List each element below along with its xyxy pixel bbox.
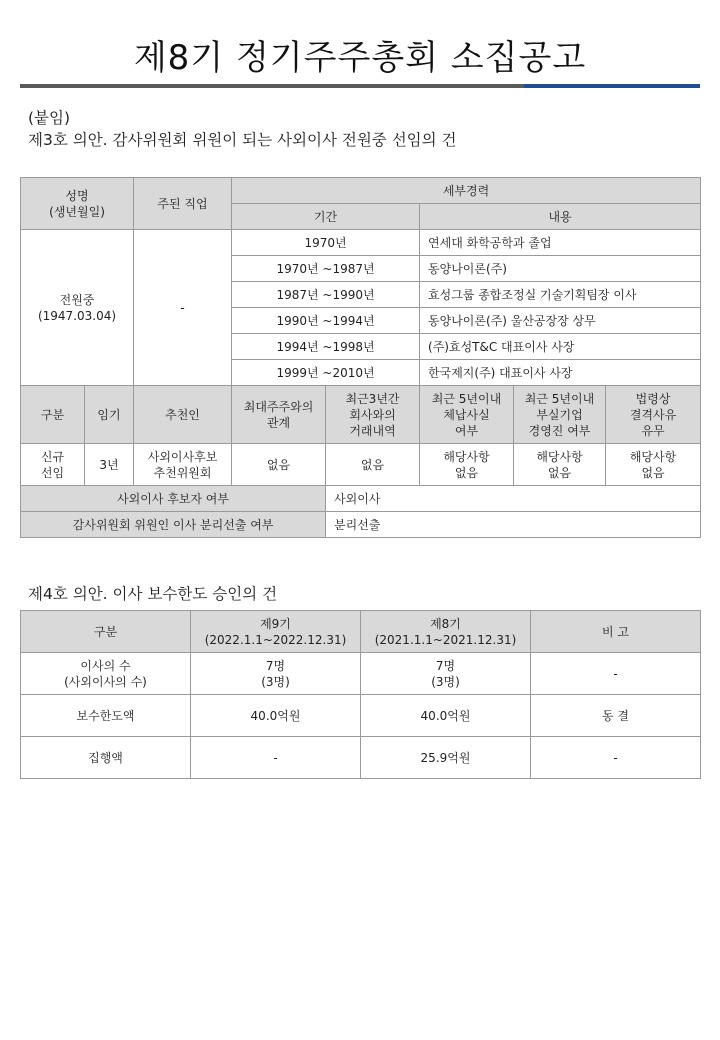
row-note: 동 결 [531, 695, 701, 737]
career-period: 1999년 ~2010년 [232, 360, 420, 386]
value-disqualification: 해당사항 없음 [606, 444, 701, 486]
row-term9: 40.0억원 [191, 695, 361, 737]
header-career: 세부경력 [232, 178, 701, 204]
header-content: 내용 [420, 204, 701, 230]
header-category: 구분 [21, 611, 191, 653]
header-insolvent-company: 최근 5년이내 부실기업 경영진 여부 [514, 386, 606, 444]
value-category: 신규 선임 [21, 444, 85, 486]
header-term9: 제9기 (2022.1.1~2022.12.31) [191, 611, 361, 653]
value-transactions: 없음 [326, 444, 420, 486]
director-compensation-table [20, 610, 701, 779]
header-recommender: 추천인 [134, 386, 232, 444]
row-term8: 40.0억원 [361, 695, 531, 737]
header-relation: 최대주주와의 관계 [232, 386, 326, 444]
outside-director-label: 사외이사 후보자 여부 [21, 486, 326, 512]
row-term9: 7명 (3명) [191, 653, 361, 695]
candidate-name: 전원중 (1947.03.04) [21, 230, 134, 386]
career-content: 한국제지(주) 대표이사 사장 [420, 360, 701, 386]
separate-election-value: 분리선출 [326, 512, 701, 538]
outside-director-value: 사외이사 [326, 486, 701, 512]
value-recommender: 사외이사후보 추천위원회 [134, 444, 232, 486]
header-category: 구분 [21, 386, 85, 444]
title-divider-gray [20, 84, 524, 88]
career-content: (주)효성T&C 대표이사 사장 [420, 334, 701, 360]
separate-election-label: 감사위원회 위원인 이사 분리선출 여부 [21, 512, 326, 538]
director-candidate-table [20, 177, 701, 538]
agenda3-heading: 제3호 의안. 감사위원회 위원이 되는 사외이사 전원중 선임의 건 [28, 131, 457, 149]
value-insolvent-company: 해당사항 없음 [514, 444, 606, 486]
career-period: 1970년 [232, 230, 420, 256]
value-tax-arrears: 해당사항 없음 [420, 444, 514, 486]
title-divider-blue [524, 84, 700, 88]
value-relation: 없음 [232, 444, 326, 486]
header-term8: 제8기 (2021.1.1~2021.12.31) [361, 611, 531, 653]
career-content: 동양나이론(주) [420, 256, 701, 282]
career-period: 1987년 ~1990년 [232, 282, 420, 308]
row-label: 집행액 [21, 737, 191, 779]
row-note: - [531, 737, 701, 779]
header-period: 기간 [232, 204, 420, 230]
header-disqualification: 법령상 결격사유 유무 [606, 386, 701, 444]
row-label: 이사의 수 (사외이사의 수) [21, 653, 191, 695]
career-period: 1990년 ~1994년 [232, 308, 420, 334]
career-content: 동양나이론(주) 울산공장장 상무 [420, 308, 701, 334]
career-period: 1970년 ~1987년 [232, 256, 420, 282]
header-name: 성명 (생년월일) [21, 178, 134, 230]
row-term8: 25.9억원 [361, 737, 531, 779]
header-job: 주된 직업 [134, 178, 232, 230]
value-term: 3년 [85, 444, 134, 486]
header-tax-arrears: 최근 5년이내 체납사실 여부 [420, 386, 514, 444]
attachment-label: (붙임) [28, 109, 71, 127]
candidate-job: - [134, 230, 232, 386]
header-note: 비 고 [531, 611, 701, 653]
row-label: 보수한도액 [21, 695, 191, 737]
header-term: 임기 [85, 386, 134, 444]
document-title: 제8기 정기주주총회 소집공고 [133, 38, 587, 78]
agenda4-heading: 제4호 의안. 이사 보수한도 승인의 건 [28, 585, 278, 603]
row-term8: 7명 (3명) [361, 653, 531, 695]
header-transactions: 최근3년간 회사와의 거래내역 [326, 386, 420, 444]
career-content: 효성그룹 종합조정실 기술기획팀장 이사 [420, 282, 701, 308]
row-note: - [531, 653, 701, 695]
career-content: 연세대 화학공학과 졸업 [420, 230, 701, 256]
row-term9: - [191, 737, 361, 779]
career-period: 1994년 ~1998년 [232, 334, 420, 360]
